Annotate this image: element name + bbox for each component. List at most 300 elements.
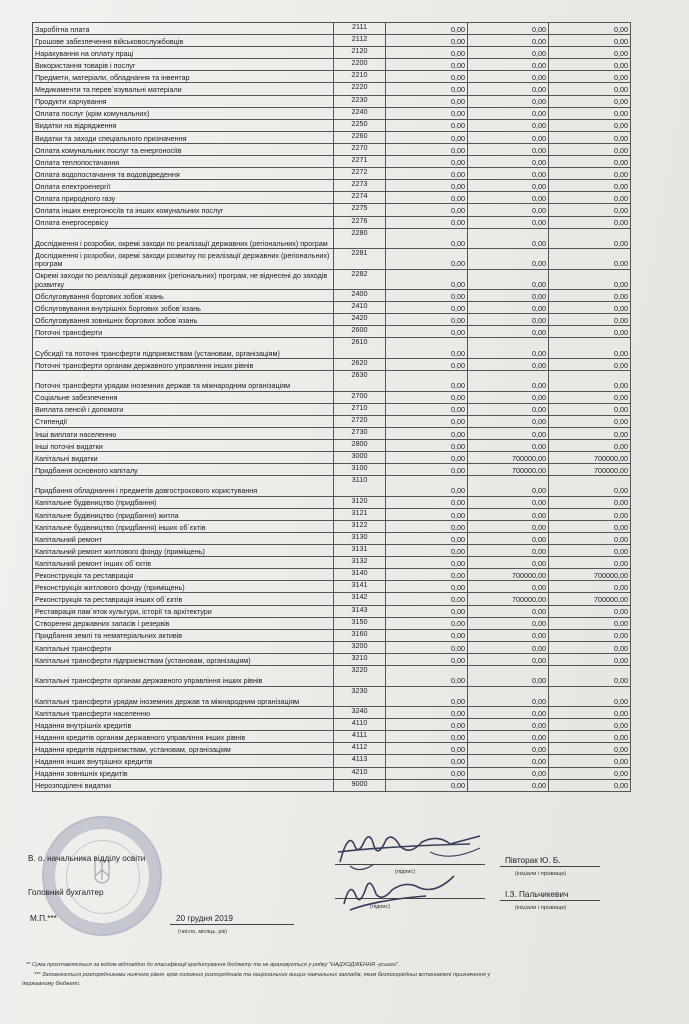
row-value-a: 0,00 xyxy=(386,533,468,545)
row-name: Капітальне будівництво (придбання) житла xyxy=(33,508,334,520)
row-name: Оплата комунальних послуг та енергоносіїв xyxy=(33,143,334,155)
row-name: Поточні трансферти урядам іноземних держав та міжнародним організаціям xyxy=(33,371,334,392)
table-row xyxy=(33,249,631,270)
row-name: Оплата послуг (крім комунальних) xyxy=(33,107,334,119)
row-value-c: 0,00 xyxy=(549,192,631,204)
accountant-handwritten-signature xyxy=(336,866,466,916)
row-name: Капітальне будівництво (придбання) xyxy=(33,496,334,508)
row-value-b: 0,00 xyxy=(468,427,549,439)
row-value-b: 0,00 xyxy=(468,23,549,35)
row-value-a: 0,00 xyxy=(386,743,468,755)
table-row xyxy=(33,83,631,95)
table-row xyxy=(33,95,631,107)
table-row xyxy=(33,581,631,593)
row-value-a: 0,00 xyxy=(386,156,468,168)
row-value-a: 0,00 xyxy=(386,180,468,192)
head-signature-hint: (підпис) xyxy=(395,869,416,875)
row-code: 3220 xyxy=(334,666,386,687)
row-name: Дослідження і розробки, окремі заходи розвитку по реалізації державних (регіональних) програм xyxy=(33,249,334,270)
row-value-a: 0,00 xyxy=(386,358,468,370)
table-row xyxy=(33,707,631,719)
row-value-b: 0,00 xyxy=(468,533,549,545)
row-value-c: 0,00 xyxy=(549,629,631,641)
row-value-c: 700000,00 xyxy=(549,569,631,581)
row-code: 2710 xyxy=(334,403,386,415)
head-name: Півторак Ю. Б. xyxy=(505,856,561,865)
table-row xyxy=(33,496,631,508)
table-row xyxy=(33,719,631,731)
row-value-b: 0,00 xyxy=(468,338,549,359)
table-row xyxy=(33,47,631,59)
table-row xyxy=(33,71,631,83)
row-name: Капітальні трансферти підприємствам (установам, організаціям) xyxy=(33,653,334,665)
row-value-b: 0,00 xyxy=(468,731,549,743)
table-row xyxy=(33,59,631,71)
row-name: Капітальні трансферти органам державного управління інших рівнів xyxy=(33,666,334,687)
row-value-c: 0,00 xyxy=(549,47,631,59)
table-row xyxy=(33,269,631,290)
row-value-c: 0,00 xyxy=(549,249,631,270)
row-value-c: 0,00 xyxy=(549,95,631,107)
table-row xyxy=(33,533,631,545)
row-name: Надання кредитів органам державного управління інших рівнів xyxy=(33,731,334,743)
row-name: Використання товарів і послуг xyxy=(33,59,334,71)
row-value-c: 0,00 xyxy=(549,131,631,143)
row-value-a: 0,00 xyxy=(386,204,468,216)
row-value-b: 0,00 xyxy=(468,107,549,119)
row-value-b: 0,00 xyxy=(468,476,549,497)
accountant-signature-hint: (підпис) xyxy=(370,904,391,910)
footnote-lower-level-line2: державному бюджеті. xyxy=(22,981,81,987)
row-value-c: 0,00 xyxy=(549,269,631,290)
row-value-c: 0,00 xyxy=(549,216,631,228)
row-value-c: 0,00 xyxy=(549,59,631,71)
row-value-a: 0,00 xyxy=(386,605,468,617)
row-value-c: 0,00 xyxy=(549,403,631,415)
table-row xyxy=(33,358,631,370)
seal-label: М.П.*** xyxy=(30,914,57,923)
row-value-a: 0,00 xyxy=(386,508,468,520)
row-name: Оплата енергосервісу xyxy=(33,216,334,228)
row-name: Обслуговування внутрішніх боргових зобов`язань xyxy=(33,302,334,314)
row-code: 3230 xyxy=(334,686,386,707)
table-row xyxy=(33,228,631,249)
row-name: Видатки на відрядження xyxy=(33,119,334,131)
row-code: 3210 xyxy=(334,653,386,665)
row-value-a: 0,00 xyxy=(386,269,468,290)
row-value-a: 0,00 xyxy=(386,686,468,707)
row-value-a: 0,00 xyxy=(386,249,468,270)
row-value-a: 0,00 xyxy=(386,216,468,228)
row-value-a: 0,00 xyxy=(386,59,468,71)
row-value-a: 0,00 xyxy=(386,557,468,569)
row-code: 2240 xyxy=(334,107,386,119)
row-name: Надання інших внутрішніх кредитів xyxy=(33,755,334,767)
row-value-c: 0,00 xyxy=(549,168,631,180)
row-name: Надання внутрішніх кредитів xyxy=(33,719,334,731)
row-name: Капітальні трансферти населенню xyxy=(33,707,334,719)
row-code: 3160 xyxy=(334,629,386,641)
row-value-b: 0,00 xyxy=(468,743,549,755)
row-code: 3140 xyxy=(334,569,386,581)
row-value-a: 0,00 xyxy=(386,302,468,314)
table-row xyxy=(33,35,631,47)
row-value-c: 0,00 xyxy=(549,180,631,192)
table-row xyxy=(33,439,631,451)
row-value-a: 0,00 xyxy=(386,427,468,439)
row-code: 4112 xyxy=(334,743,386,755)
table-row xyxy=(33,143,631,155)
document-date: 20 грудня 2019 xyxy=(176,914,233,923)
table-row xyxy=(33,666,631,687)
date-hint: (число, місяць, рік) xyxy=(178,929,228,935)
row-value-a: 0,00 xyxy=(386,290,468,302)
row-value-c: 0,00 xyxy=(549,338,631,359)
row-name: Субсидії та поточні трансферти підприємствам (установам, організаціям) xyxy=(33,338,334,359)
footnote-lower-level-line1: *** Заповнюється розпорядниками нижчого рівня, крім головних розпорядників та національних вищих навчальних закладів, яким безпосередньо встановлені призначення у xyxy=(34,972,491,978)
row-value-b: 0,00 xyxy=(468,358,549,370)
row-value-b: 0,00 xyxy=(468,415,549,427)
date-line xyxy=(170,924,294,925)
row-value-c: 700000,00 xyxy=(549,593,631,605)
table-row xyxy=(33,686,631,707)
table-row xyxy=(33,755,631,767)
row-value-c: 0,00 xyxy=(549,119,631,131)
row-value-c: 0,00 xyxy=(549,496,631,508)
row-value-b: 700000,00 xyxy=(468,593,549,605)
row-value-a: 0,00 xyxy=(386,83,468,95)
row-value-c: 0,00 xyxy=(549,719,631,731)
row-value-c: 0,00 xyxy=(549,204,631,216)
row-value-c: 0,00 xyxy=(549,326,631,338)
footnote-classification: ** Сума проставляється за кодом відповідно до класифікації кредитування бюджету та не враховується у рядку "НАДХОДЖЕННЯ -усього". xyxy=(26,962,400,968)
table-row xyxy=(33,290,631,302)
row-value-a: 0,00 xyxy=(386,371,468,392)
table-body xyxy=(33,23,631,792)
row-value-c: 0,00 xyxy=(549,290,631,302)
row-value-a: 0,00 xyxy=(386,581,468,593)
table-row xyxy=(33,508,631,520)
row-code: 3150 xyxy=(334,617,386,629)
row-value-c: 0,00 xyxy=(549,520,631,532)
row-value-c: 0,00 xyxy=(549,617,631,629)
row-value-b: 0,00 xyxy=(468,545,549,557)
row-value-b: 0,00 xyxy=(468,35,549,47)
row-code: 2273 xyxy=(334,180,386,192)
row-name: Продукти харчування xyxy=(33,95,334,107)
row-value-c: 0,00 xyxy=(549,228,631,249)
row-name: Реконструкція та реставрація xyxy=(33,569,334,581)
table-row xyxy=(33,476,631,497)
row-value-b: 0,00 xyxy=(468,83,549,95)
row-name: Інші виплати населенню xyxy=(33,427,334,439)
row-value-b: 0,00 xyxy=(468,403,549,415)
row-value-a: 0,00 xyxy=(386,131,468,143)
row-name: Оплата інших енергоносіїв та інших комунальних послуг xyxy=(33,204,334,216)
row-value-c: 0,00 xyxy=(549,557,631,569)
row-value-b: 0,00 xyxy=(468,520,549,532)
row-name: Капітальні трансферти урядам іноземних держав та міжнародним організаціям xyxy=(33,686,334,707)
row-code: 2271 xyxy=(334,156,386,168)
row-name: Заробітна плата xyxy=(33,23,334,35)
row-value-b: 0,00 xyxy=(468,629,549,641)
row-value-c: 0,00 xyxy=(549,653,631,665)
row-value-c: 0,00 xyxy=(549,143,631,155)
accountant-name-line xyxy=(500,900,600,901)
row-value-c: 0,00 xyxy=(549,358,631,370)
row-name: Обслуговування боргових зобов`язань xyxy=(33,290,334,302)
row-name: Поточні трансферти xyxy=(33,326,334,338)
row-value-a: 0,00 xyxy=(386,755,468,767)
row-code: 2800 xyxy=(334,439,386,451)
table-row xyxy=(33,403,631,415)
row-name: Реконструкція та реставрація інших об`єктів xyxy=(33,593,334,605)
row-value-a: 0,00 xyxy=(386,415,468,427)
row-name: Дослідження і розробки, окремі заходи по реалізації державних (регіональних) програм xyxy=(33,228,334,249)
row-code: 2280 xyxy=(334,228,386,249)
row-value-c: 0,00 xyxy=(549,156,631,168)
row-code: 4113 xyxy=(334,755,386,767)
row-value-b: 0,00 xyxy=(468,204,549,216)
row-code: 2281 xyxy=(334,249,386,270)
table-row xyxy=(33,415,631,427)
row-name: Медикаменти та перев`язувальні матеріали xyxy=(33,83,334,95)
row-value-b: 0,00 xyxy=(468,508,549,520)
row-name: Придбання обладнання і предметів довгострокового користування xyxy=(33,476,334,497)
row-name: Інші поточні видатки xyxy=(33,439,334,451)
row-code: 3120 xyxy=(334,496,386,508)
row-code: 3121 xyxy=(334,508,386,520)
row-code: 2730 xyxy=(334,427,386,439)
row-value-b: 0,00 xyxy=(468,71,549,83)
row-code: 2282 xyxy=(334,269,386,290)
row-value-c: 0,00 xyxy=(549,302,631,314)
row-code: 2272 xyxy=(334,168,386,180)
row-value-b: 0,00 xyxy=(468,439,549,451)
row-value-a: 0,00 xyxy=(386,617,468,629)
row-value-a: 0,00 xyxy=(386,403,468,415)
row-value-b: 0,00 xyxy=(468,391,549,403)
table-row xyxy=(33,326,631,338)
row-value-a: 0,00 xyxy=(386,192,468,204)
row-value-a: 0,00 xyxy=(386,439,468,451)
table-row xyxy=(33,107,631,119)
row-code: 2276 xyxy=(334,216,386,228)
row-name: Соціальне забезпечення xyxy=(33,391,334,403)
row-code: 3143 xyxy=(334,605,386,617)
row-name: Оплата електроенергії xyxy=(33,180,334,192)
row-value-c: 0,00 xyxy=(549,641,631,653)
row-value-a: 0,00 xyxy=(386,666,468,687)
table-row xyxy=(33,192,631,204)
row-name: Нарахування на оплату праці xyxy=(33,47,334,59)
row-value-c: 0,00 xyxy=(549,545,631,557)
table-row xyxy=(33,593,631,605)
row-name: Надання кредитів підприємствам, установам, організаціям xyxy=(33,743,334,755)
table-row xyxy=(33,168,631,180)
table-row xyxy=(33,216,631,228)
row-code: 3141 xyxy=(334,581,386,593)
row-value-b: 0,00 xyxy=(468,707,549,719)
row-name: Предмети, матеріали, обладнання та інвентар xyxy=(33,71,334,83)
row-value-c: 0,00 xyxy=(549,767,631,779)
row-value-a: 0,00 xyxy=(386,464,468,476)
row-code: 2120 xyxy=(334,47,386,59)
row-name: Видатки та заходи спеціального призначення xyxy=(33,131,334,143)
row-value-b: 0,00 xyxy=(468,326,549,338)
row-value-c: 0,00 xyxy=(549,71,631,83)
row-value-b: 0,00 xyxy=(468,168,549,180)
row-name: Капітальний ремонт інших об`єктів xyxy=(33,557,334,569)
row-value-b: 0,00 xyxy=(468,95,549,107)
row-value-c: 0,00 xyxy=(549,415,631,427)
row-code: 3122 xyxy=(334,520,386,532)
table-row xyxy=(33,131,631,143)
row-value-b: 0,00 xyxy=(468,719,549,731)
table-row xyxy=(33,605,631,617)
row-name: Нерозподілені видатки xyxy=(33,779,334,791)
row-value-b: 0,00 xyxy=(468,557,549,569)
head-name-line xyxy=(500,866,600,867)
row-value-b: 0,00 xyxy=(468,496,549,508)
row-code: 3200 xyxy=(334,641,386,653)
row-value-b: 0,00 xyxy=(468,767,549,779)
row-name: Реставрація пам`яток культури, історії та архітектури xyxy=(33,605,334,617)
row-code: 2274 xyxy=(334,192,386,204)
row-value-b: 0,00 xyxy=(468,779,549,791)
table-row xyxy=(33,302,631,314)
row-value-b: 0,00 xyxy=(468,314,549,326)
accountant-name-hint: (ініціали і прізвище) xyxy=(515,905,567,911)
row-value-a: 0,00 xyxy=(386,629,468,641)
table-row xyxy=(33,204,631,216)
row-value-b: 0,00 xyxy=(468,249,549,270)
row-value-a: 0,00 xyxy=(386,47,468,59)
row-value-c: 0,00 xyxy=(549,83,631,95)
row-code: 3240 xyxy=(334,707,386,719)
row-value-b: 0,00 xyxy=(468,302,549,314)
row-value-b: 0,00 xyxy=(468,641,549,653)
row-value-a: 0,00 xyxy=(386,731,468,743)
row-value-b: 0,00 xyxy=(468,290,549,302)
head-title: В. о. начальника відділу освіти xyxy=(28,854,146,863)
row-name: Стипендії xyxy=(33,415,334,427)
row-name: Окремі заходи по реалізації державних (регіональних) програм, не віднесені до заходів розвитку xyxy=(33,269,334,290)
table-row xyxy=(33,464,631,476)
row-code: 2630 xyxy=(334,371,386,392)
row-code: 2610 xyxy=(334,338,386,359)
row-value-a: 0,00 xyxy=(386,119,468,131)
row-value-c: 0,00 xyxy=(549,107,631,119)
row-name: Створення державних запасів і резервів xyxy=(33,617,334,629)
row-value-b: 0,00 xyxy=(468,686,549,707)
row-code: 3131 xyxy=(334,545,386,557)
row-value-c: 0,00 xyxy=(549,755,631,767)
row-value-c: 0,00 xyxy=(549,686,631,707)
row-code: 2112 xyxy=(334,35,386,47)
row-value-b: 0,00 xyxy=(468,192,549,204)
table-row xyxy=(33,520,631,532)
row-value-b: 0,00 xyxy=(468,119,549,131)
table-row xyxy=(33,23,631,35)
row-value-a: 0,00 xyxy=(386,593,468,605)
row-name: Капітальний ремонт житлового фонду (приміщень) xyxy=(33,545,334,557)
row-value-c: 0,00 xyxy=(549,314,631,326)
table-row xyxy=(33,557,631,569)
row-code: 2620 xyxy=(334,358,386,370)
row-value-b: 0,00 xyxy=(468,180,549,192)
row-code: 2275 xyxy=(334,204,386,216)
row-value-a: 0,00 xyxy=(386,719,468,731)
row-code: 2420 xyxy=(334,314,386,326)
row-value-c: 0,00 xyxy=(549,533,631,545)
row-name: Оплата теплопостачання xyxy=(33,156,334,168)
accountant-title: Головний бухгалтер xyxy=(28,888,104,897)
row-value-b: 700000,00 xyxy=(468,452,549,464)
row-value-c: 700000,00 xyxy=(549,452,631,464)
table-row xyxy=(33,641,631,653)
row-value-a: 0,00 xyxy=(386,95,468,107)
row-name: Капітальні видатки xyxy=(33,452,334,464)
row-code: 4110 xyxy=(334,719,386,731)
row-code: 4111 xyxy=(334,731,386,743)
row-value-b: 0,00 xyxy=(468,605,549,617)
row-code: 2400 xyxy=(334,290,386,302)
row-value-b: 0,00 xyxy=(468,216,549,228)
row-name: Грошове забезпечення військовослужбовців xyxy=(33,35,334,47)
row-value-c: 0,00 xyxy=(549,743,631,755)
table-row xyxy=(33,391,631,403)
row-value-a: 0,00 xyxy=(386,569,468,581)
row-code: 2230 xyxy=(334,95,386,107)
row-value-a: 0,00 xyxy=(386,707,468,719)
row-name: Надання зовнішніх кредитів xyxy=(33,767,334,779)
row-name: Капітальне будівництво (придбання) інших об`єктів xyxy=(33,520,334,532)
row-value-a: 0,00 xyxy=(386,338,468,359)
row-code: 2210 xyxy=(334,71,386,83)
row-value-b: 0,00 xyxy=(468,269,549,290)
row-value-c: 0,00 xyxy=(549,371,631,392)
row-code: 3000 xyxy=(334,452,386,464)
table-row xyxy=(33,653,631,665)
row-code: 2250 xyxy=(334,119,386,131)
row-value-b: 0,00 xyxy=(468,59,549,71)
row-name: Поточні трансферти органам державного управління інших рівнів xyxy=(33,358,334,370)
row-code: 3110 xyxy=(334,476,386,497)
row-value-c: 0,00 xyxy=(549,427,631,439)
row-value-b: 0,00 xyxy=(468,131,549,143)
row-name: Капітальний ремонт xyxy=(33,533,334,545)
row-code: 2270 xyxy=(334,143,386,155)
row-value-b: 700000,00 xyxy=(468,569,549,581)
row-name: Виплата пенсій і допомоги xyxy=(33,403,334,415)
head-name-hint: (ініціали і прізвище) xyxy=(515,871,567,877)
row-value-b: 0,00 xyxy=(468,617,549,629)
row-value-c: 0,00 xyxy=(549,581,631,593)
row-code: 2720 xyxy=(334,415,386,427)
table-row xyxy=(33,629,631,641)
row-value-a: 0,00 xyxy=(386,476,468,497)
row-name: Реконструкція житлового фонду (приміщень) xyxy=(33,581,334,593)
row-value-a: 0,00 xyxy=(386,779,468,791)
row-code: 3142 xyxy=(334,593,386,605)
row-value-c: 0,00 xyxy=(549,23,631,35)
accountant-name: І.З. Пальчикевич xyxy=(505,890,569,899)
row-value-a: 0,00 xyxy=(386,107,468,119)
table-row xyxy=(33,731,631,743)
budget-expenditure-table xyxy=(32,22,631,792)
table-row xyxy=(33,569,631,581)
